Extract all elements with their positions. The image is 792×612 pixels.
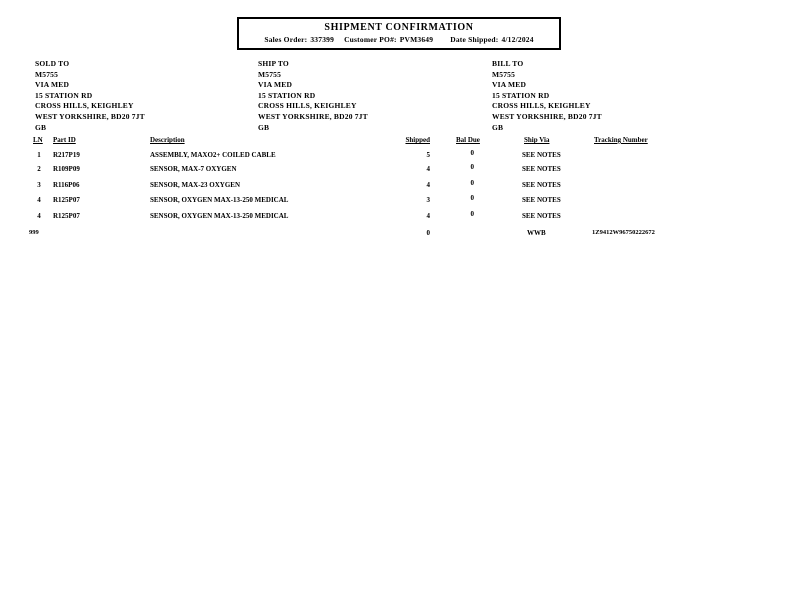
sales-order-label: Sales Order: [264, 35, 308, 44]
bill-to-block [492, 59, 702, 133]
customer-po-label: Customer PO#: [344, 35, 397, 44]
col-header-part-id: Part ID [53, 136, 76, 144]
ln-cell: 4 [37, 196, 41, 204]
order-info-line [239, 35, 559, 44]
ln-cell: 1 [37, 151, 41, 159]
bal-due-cell: 0 [470, 179, 474, 187]
col-header-shipped: Shipped [405, 136, 430, 144]
col-header-ln: LN [33, 136, 43, 144]
shipped-cell: 4 [426, 181, 430, 189]
col-header-description: Description [150, 136, 185, 144]
date-shipped-label: Date Shipped: [450, 35, 499, 44]
part-id-cell: R116P06 [53, 181, 80, 189]
bal-due-cell: 0 [470, 210, 474, 218]
shipped-cell: 5 [426, 151, 430, 159]
footer-ship-via: WWB [527, 229, 546, 237]
footer-tracking-number: 1Z9412W96750222672 [592, 229, 655, 236]
address-line: VIA MED [492, 80, 527, 90]
footer-ln: 999 [29, 229, 39, 236]
ln-cell: 4 [37, 212, 41, 220]
part-id-cell: R109P09 [53, 165, 80, 173]
address-line: GB [258, 122, 270, 132]
part-id-cell: R125P07 [53, 196, 80, 204]
shipped-cell: 4 [426, 165, 430, 173]
sold-to-label: SOLD TO [35, 59, 70, 68]
ship-via-cell: SEE NOTES [522, 181, 561, 189]
ship-to-label: SHIP TO [258, 59, 289, 68]
table-header-row [0, 136, 792, 146]
col-header-ship-via: Ship Via [524, 136, 550, 144]
col-header-bal-due: Bal Due [456, 136, 480, 144]
address-line: CROSS HILLS, KEIGHLEY [35, 101, 134, 111]
customer-po-value: PVM3649 [399, 35, 434, 44]
table-row [0, 212, 792, 221]
description-cell: SENSOR, MAX-23 OXYGEN [150, 181, 241, 189]
address-line: 15 STATION RD [35, 90, 93, 100]
bal-due-cell: 0 [470, 194, 474, 202]
table-footer-row [0, 229, 792, 239]
table-row [0, 151, 792, 160]
table-row [0, 196, 792, 205]
ln-cell: 3 [37, 181, 41, 189]
shipped-cell: 3 [426, 196, 430, 204]
address-line: M5755 [492, 69, 516, 79]
address-line: 15 STATION RD [258, 90, 316, 100]
description-cell: SENSOR, OXYGEN MAX-13-250 MEDICAL [150, 196, 289, 204]
ship-to-block [258, 59, 468, 133]
shipped-cell: 4 [426, 212, 430, 220]
table-row [0, 165, 792, 174]
sales-order [264, 35, 334, 44]
col-header-tracking-number: Tracking Number [594, 136, 648, 144]
sales-order-value: 337399 [310, 35, 335, 44]
date-shipped [450, 35, 533, 44]
sold-to-block [35, 59, 245, 133]
address-line: M5755 [258, 69, 282, 79]
footer-shipped: 0 [426, 229, 430, 237]
date-shipped-value: 4/12/2024 [501, 35, 534, 44]
address-line: WEST YORKSHIRE, BD20 7JT [35, 111, 145, 121]
ship-via-cell: SEE NOTES [522, 151, 561, 159]
customer-po [344, 35, 433, 44]
description-cell: ASSEMBLY, MAXO2+ COILED CABLE [150, 151, 276, 159]
address-line: VIA MED [35, 80, 70, 90]
ln-cell: 2 [37, 165, 41, 173]
address-line: 15 STATION RD [492, 90, 550, 100]
address-line: GB [35, 122, 47, 132]
bill-to-label: BILL TO [492, 59, 524, 68]
address-line: GB [492, 122, 504, 132]
address-line: WEST YORKSHIRE, BD20 7JT [258, 111, 368, 121]
ship-via-cell: SEE NOTES [522, 196, 561, 204]
part-id-cell: R125P07 [53, 212, 80, 220]
description-cell: SENSOR, MAX-7 OXYGEN [150, 165, 237, 173]
part-id-cell: R217P19 [53, 151, 80, 159]
bal-due-cell: 0 [470, 163, 474, 171]
description-cell: SENSOR, OXYGEN MAX-13-250 MEDICAL [150, 212, 289, 220]
header-box [237, 17, 561, 50]
ship-via-cell: SEE NOTES [522, 212, 561, 220]
address-line: VIA MED [258, 80, 293, 90]
address-line: WEST YORKSHIRE, BD20 7JT [492, 111, 602, 121]
address-line: CROSS HILLS, KEIGHLEY [258, 101, 357, 111]
table-row [0, 181, 792, 190]
address-line: M5755 [35, 69, 59, 79]
address-line: CROSS HILLS, KEIGHLEY [492, 101, 591, 111]
ship-via-cell: SEE NOTES [522, 165, 561, 173]
document-title: SHIPMENT CONFIRMATION [324, 22, 474, 33]
bal-due-cell: 0 [470, 149, 474, 157]
